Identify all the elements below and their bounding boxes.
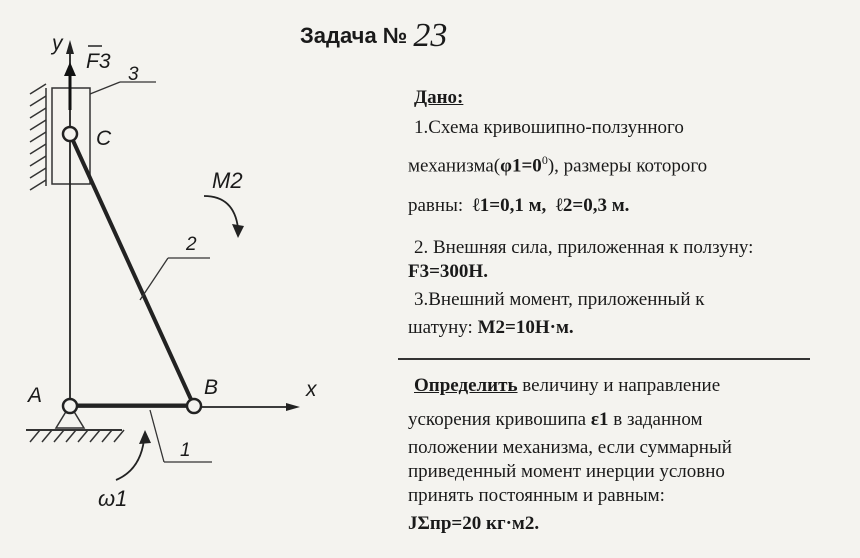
label-b: B [204, 376, 219, 399]
wall-support [30, 84, 46, 190]
label-m2: M2 [212, 168, 243, 193]
joint-a [63, 399, 77, 413]
given-item2-line1: 2. Внешняя сила, приложенная к ползуну: [414, 237, 754, 258]
link-2 [70, 134, 194, 406]
given-item2-line2: F3=300Н. [408, 261, 488, 282]
label-x: x [306, 378, 317, 401]
task-line3: положении механизма, если суммарный [408, 437, 732, 458]
given-item1-line3: равны: ℓ1=0,1 м, ℓ2=0,3 м. [408, 195, 630, 216]
given-item1-line2: $механизма(\varphi 1=0^0)$, размеры которого [408, 153, 708, 177]
divider [398, 358, 810, 360]
task-number: 23 [413, 17, 448, 54]
given-item3-line2: шатуну: M2=10Н·м. [408, 317, 574, 338]
task-formula: JΣпр=20 кг·м2. [408, 513, 540, 534]
label-y: y [52, 32, 63, 55]
joint-c [63, 127, 77, 141]
label-1: 1 [180, 440, 191, 461]
label-f3: F3 [86, 50, 111, 73]
given-item3-line1: 3.Внешний момент, приложенный к [414, 289, 705, 310]
label-3: 3 [128, 64, 139, 85]
task-line5: принять постоянным и равным: [408, 485, 665, 506]
joint-b [187, 399, 201, 413]
given-heading: Дано: [414, 87, 464, 108]
label-c: C [96, 127, 112, 150]
task-line4: приведенный момент инерции условно [408, 461, 725, 482]
label-a: A [28, 384, 43, 407]
label-omega: ω1 [98, 486, 128, 511]
task-title: Задача № 23 [300, 17, 448, 54]
omega-arrow [116, 440, 144, 480]
task-line2: ускорения кривошипа ε1 в заданном [408, 409, 703, 430]
moment-arrow [204, 196, 238, 228]
given-item1-line1: 1.Схема кривошипно-ползунного [414, 117, 684, 138]
task-line1: Определить величину и направление [414, 375, 721, 396]
label-2: 2 [186, 234, 197, 255]
